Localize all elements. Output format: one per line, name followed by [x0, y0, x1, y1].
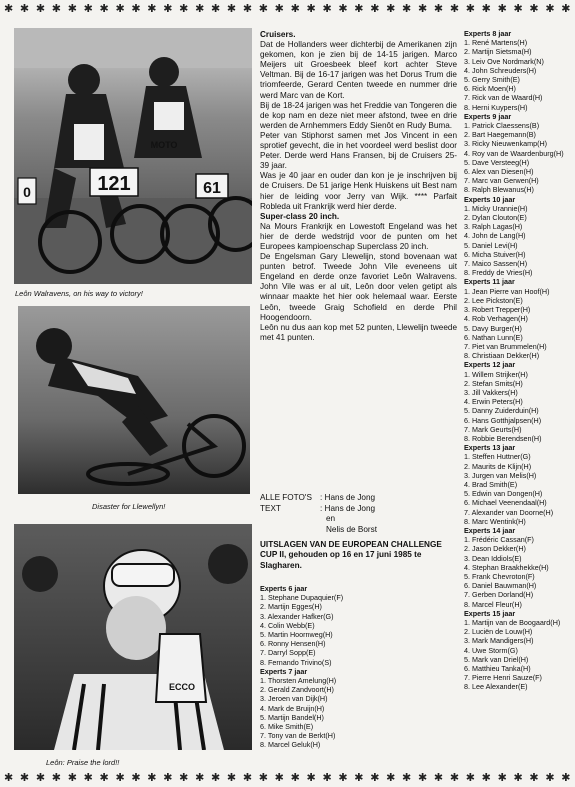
- star-icon: ✱: [370, 3, 380, 15]
- star-icon: ✱: [545, 3, 555, 15]
- star-icon: ✱: [163, 3, 173, 15]
- photo2-caption: Disaster for Llewellyn!: [92, 502, 166, 511]
- star-icon: ✱: [338, 772, 348, 784]
- result-entry: 5. Martin Hoornweg(H): [260, 630, 333, 640]
- photo1-caption: Leôn Walravens, on his way to victory!: [15, 289, 143, 298]
- result-entry: 4. Uwe Storm(G): [464, 645, 518, 655]
- star-icon: ✱: [99, 772, 109, 784]
- result-entry: 6. Hans Gotthjalpsen(H): [464, 415, 542, 425]
- result-entry: 1. Steffen Huttner(G): [464, 452, 531, 462]
- star-icon: ✱: [290, 772, 300, 784]
- result-entry: 4. Rob Verhagen(H): [464, 314, 528, 324]
- result-entry: 4. Mark de Bruijn(H): [260, 703, 325, 713]
- result-entry: 6. Daniel Bauwman(H): [464, 581, 537, 591]
- star-icon: ✱: [147, 772, 157, 784]
- article-paragraph: De Engelsman Gary Llewelijn, stond bovenaan wat punten betrof. Tweede John Vile eveneens uit Engeland en derde onze favoriet Leôn Walravens. John Vile was er al uit, Leôn door velen getipt als winnaar maakte het hier ook helemaal waar. Eerste Leôn, tweede Graig Schofield en derde Phil Hoogendoorn.: [260, 252, 457, 322]
- article-paragraph: Was je 40 jaar en ouder dan kon je je inschrijven bij de Cruisers. De 51 jarige Henk Huiskens uit Best nam hier de leiding voor Jerry van Wijk. **** Parfait Robleda uit Frankrijk werd hier derde.: [260, 171, 457, 211]
- star-icon: ✱: [274, 772, 284, 784]
- star-icon: ✱: [354, 772, 364, 784]
- star-icon: ✱: [131, 3, 141, 15]
- result-entry: 1. René Martens(H): [464, 38, 528, 48]
- result-entry: 8. Christiaan Dekker(H): [464, 351, 540, 361]
- star-icon: ✱: [290, 3, 300, 15]
- result-entry: 5. Edwin van Dongen(H): [464, 489, 543, 499]
- star-icon: ✱: [481, 3, 491, 15]
- results-category-title: Experts 10 jaar: [464, 194, 516, 204]
- result-entry: 3. Alexander Hafker(G): [260, 611, 334, 621]
- top-star-border: [0, 2, 575, 16]
- star-icon: ✱: [51, 3, 61, 15]
- star-icon: ✱: [258, 3, 268, 15]
- star-icon: ✱: [561, 772, 571, 784]
- result-entry: 6. Ronny Hensen(H): [260, 639, 326, 649]
- star-icon: ✱: [83, 772, 93, 784]
- result-entry: 1. Thorsten Amelung(H): [260, 676, 337, 686]
- result-entry: 1. Stephane Dupaquier(F): [260, 593, 344, 603]
- star-icon: ✱: [258, 772, 268, 784]
- result-entry: 1. Jean Pierre van Hoof(H): [464, 286, 550, 296]
- article-paragraph: Leôn nu dus aan kop met 52 punten, Llewelijn tweede met 41 punten.: [260, 322, 457, 342]
- result-entry: 4. Stephan Braakhekke(H): [464, 562, 549, 572]
- result-entry: 5. Dave Versteeg(H): [464, 157, 530, 167]
- result-entry: 1. Frédéric Cassan(F): [464, 535, 534, 545]
- star-icon: ✱: [417, 772, 428, 784]
- result-entry: 2. Gerald Zandvoort(H): [260, 685, 334, 695]
- article-paragraph: Peter van Stiphorst samen met Jos Vincent in een sprotief gevecht, die in het voordeel werd beslist door Peter. Derde werd Hans Fransen, bij de Cruisers 25-39 jaar.: [260, 130, 457, 171]
- result-entry: 2. Stefan Smits(H): [464, 378, 523, 388]
- star-icon: ✱: [449, 772, 460, 784]
- result-entry: 3. Ralph Lagas(H): [464, 222, 523, 232]
- number-plate-61: 61: [203, 180, 221, 197]
- star-icon: ✱: [67, 3, 77, 15]
- star-icon: ✱: [465, 772, 475, 784]
- star-icon: ✱: [99, 3, 109, 15]
- result-entry: 5. Mark van Driel(H): [464, 654, 529, 664]
- result-entry: 5. Martijn Bandel(H): [260, 712, 324, 722]
- result-entry: 3. Jill Vakkers(H): [464, 387, 518, 397]
- result-entry: 7. Marc van Gerwen(H): [464, 176, 539, 186]
- star-icon: ✱: [465, 3, 475, 15]
- star-icon: ✱: [306, 3, 316, 15]
- results-category-title: Experts 14 jaar: [464, 525, 516, 535]
- star-icon: ✱: [195, 772, 205, 784]
- result-entry: 2. Lee Pickston(E): [464, 295, 523, 305]
- results-category-title: Experts 13 jaar: [464, 443, 516, 453]
- result-entry: 1. Micky Urannie(H): [464, 203, 528, 213]
- star-icon: ✱: [561, 3, 571, 15]
- credits-value-text2: Nelis de Borst: [326, 524, 377, 534]
- star-icon: ✱: [433, 3, 444, 15]
- result-entry: 5. Gerry Smith(E): [464, 75, 520, 85]
- result-entry: 3. Dean Iddiols(E): [464, 553, 522, 563]
- result-entry: 3. Jeroen van Dijk(H): [260, 694, 328, 704]
- result-entry: 3. Jurgen van Melis(H): [464, 470, 537, 480]
- star-icon: ✱: [402, 772, 412, 784]
- result-entry: 6. Nathan Lunn(E): [464, 332, 523, 342]
- star-icon: ✱: [242, 3, 253, 15]
- star-icon: ✱: [322, 3, 332, 15]
- results-category-title: Experts 8 jaar: [464, 29, 512, 38]
- star-icon: ✱: [163, 772, 173, 784]
- result-entry: 6. Michael Veenendaal(H): [464, 498, 547, 508]
- number-plate-121: 121: [97, 173, 131, 195]
- result-entry: 8. Robbie Berendsen(H): [464, 433, 542, 443]
- results-category-title: Experts 6 jaar: [260, 584, 308, 593]
- star-icon: ✱: [545, 772, 555, 784]
- photo-llewellyn-crash: [18, 306, 250, 494]
- result-entry: 2. Bart Haegemann(B): [464, 130, 536, 140]
- photo-leon-praise: [14, 524, 252, 750]
- result-entry: 7. Rick van de Waard(H): [464, 93, 543, 103]
- bottom-star-border: [0, 771, 575, 785]
- result-entry: 8. Herni Kuypers(H): [464, 102, 528, 112]
- credits-value-photos: : Hans de Jong: [320, 493, 376, 502]
- result-entry: 6. Alex van Diesen(H): [464, 167, 534, 177]
- result-entry: 1. Willem Strijker(H): [464, 369, 528, 379]
- star-icon: ✱: [226, 3, 237, 15]
- result-entry: 7. Darryl Sopp(E): [260, 648, 316, 658]
- result-entry: 2. Maurits de Klijn(H): [464, 461, 532, 471]
- star-icon: ✱: [274, 3, 284, 15]
- star-icon: ✱: [370, 772, 380, 784]
- star-icon: ✱: [19, 772, 30, 784]
- jersey-text: MOTO: [150, 140, 178, 150]
- credits-and: en: [326, 514, 336, 523]
- star-icon: ✱: [115, 772, 125, 784]
- result-entry: 7. Maico Sassen(H): [464, 259, 528, 269]
- star-icon: ✱: [131, 772, 141, 784]
- result-entry: 4. Brad Smith(E): [464, 479, 518, 489]
- star-icon: ✱: [195, 3, 205, 15]
- star-icon: ✱: [4, 772, 14, 784]
- star-icon: ✱: [529, 772, 539, 784]
- result-entry: 4. Roy van de Waardenburg(H): [464, 148, 564, 158]
- article-paragraph: Dat de Hollanders weer dichterbij de Amerikanen zijn gekomen, kon je zien bij de 14-15 jarigen. Marco Meijers uit Groesbeek bleef kort achter Steve Veltman. Bij de 16-17 jarigen was het Dorus Trum die triomfeerde, Gerard Centen tweede en nummer drie werd Marc van de Kort.: [260, 40, 457, 100]
- result-entry: 7. Pierre Henri Sauze(F): [464, 673, 542, 683]
- results-category-title: Experts 11 jaar: [464, 277, 515, 287]
- result-entry: 8. Marcel Geluk(H): [260, 740, 321, 750]
- star-icon: ✱: [83, 3, 93, 15]
- star-icon: ✱: [402, 3, 412, 15]
- star-icon: ✱: [322, 772, 332, 784]
- result-entry: 7. Gerben Dorland(H): [464, 590, 534, 600]
- result-entry: 4. John de Lang(H): [464, 231, 526, 241]
- star-icon: ✱: [51, 772, 61, 784]
- star-icon: ✱: [433, 772, 444, 784]
- result-entry: 8. Marcel Fleur(H): [464, 599, 522, 609]
- star-icon: ✱: [147, 3, 157, 15]
- star-icon: ✱: [242, 772, 253, 784]
- result-entry: 8. Marc Wentink(H): [464, 516, 526, 526]
- results-category-title: Experts 9 jaar: [464, 111, 512, 121]
- star-icon: ✱: [338, 3, 348, 15]
- result-entry: 2. Dylan Clouton(E): [464, 213, 527, 223]
- result-entry: 8. Freddy de Vries(H): [464, 268, 533, 278]
- result-entry: 4. John Schreuders(H): [464, 65, 537, 75]
- results-category-title: Experts 15 jaar: [464, 608, 516, 618]
- results-category-title: Experts 7 jaar: [260, 666, 308, 676]
- article-heading: Cruisers.: [260, 30, 296, 39]
- star-icon: ✱: [67, 772, 77, 784]
- result-entry: 6. Micha Stuiver(H): [464, 249, 526, 259]
- result-entry: 5. Daniel Levi(H): [464, 240, 518, 250]
- star-icon: ✱: [481, 772, 491, 784]
- photo3-caption: Leôn: Praise the lord!!: [46, 758, 120, 767]
- star-icon: ✱: [4, 3, 14, 15]
- result-entry: 6. Matthieu Tanka(H): [464, 664, 531, 674]
- result-entry: 6. Rick Moen(H): [464, 84, 516, 94]
- star-icon: ✱: [497, 3, 507, 15]
- result-entry: 3. Ricky Nieuwenkamp(H): [464, 139, 548, 149]
- result-entry: 3. Leiv Ove Nordmark(N): [464, 56, 544, 66]
- star-icon: ✱: [386, 772, 396, 784]
- star-icon: ✱: [306, 772, 316, 784]
- star-icon: ✱: [449, 3, 460, 15]
- article-paragraph: Bij de 18-24 jarigen was het Freddie van Tongeren die de kop nam en deze niet meer afstond, twee en drie werden de Arnhemmers Eddy Sienôt en Rudy Buma.: [260, 100, 457, 130]
- star-icon: ✱: [386, 3, 396, 15]
- article-text: [260, 30, 457, 343]
- photo-credits: [260, 493, 377, 535]
- result-entry: 3. Robert Trepper(H): [464, 305, 531, 315]
- result-entry: 1. Patrick Claessens(B): [464, 121, 540, 131]
- result-entry: 6. Mike Smith(E): [260, 722, 314, 732]
- glove-text: ECCO: [168, 682, 196, 692]
- result-entry: 8. Fernando Trivino(S): [260, 657, 332, 667]
- result-entry: 2. Martijn Egges(H): [260, 602, 322, 612]
- photo-walravens-race: [14, 28, 252, 284]
- star-icon: ✱: [210, 772, 221, 784]
- result-entry: 3. Mark Mandigers(H): [464, 636, 534, 646]
- star-icon: ✱: [226, 772, 237, 784]
- result-entry: 2. Martijn Sietsma(H): [464, 47, 532, 57]
- result-entry: 5. Davy Burger(H): [464, 323, 522, 333]
- star-icon: ✱: [35, 3, 46, 15]
- results-list-right: [464, 29, 574, 692]
- credits-value-text: : Hans de Jong: [320, 503, 376, 513]
- star-icon: ✱: [513, 3, 523, 15]
- number-plate-0: 0: [23, 184, 31, 200]
- credits-label-text: TEXT: [260, 503, 281, 513]
- result-entry: 5. Frank Chevroton(F): [464, 571, 535, 581]
- star-icon: ✱: [354, 3, 364, 15]
- star-icon: ✱: [513, 772, 523, 784]
- result-entry: 7. Alexander van Doorne(H): [464, 507, 554, 517]
- result-entry: 7. Tony van de Berkt(H): [260, 731, 336, 741]
- result-entry: 4. Erwin Peters(H): [464, 397, 523, 407]
- star-icon: ✱: [179, 772, 189, 784]
- star-icon: ✱: [35, 772, 46, 784]
- result-entry: 7. Piet van Brummelen(H): [464, 341, 547, 351]
- article-heading: Super-class 20 inch.: [260, 211, 340, 221]
- credits-label-photos: ALLE FOTO'S: [260, 493, 312, 502]
- results-list-left: [260, 584, 460, 750]
- result-entry: 2. Jason Dekker(H): [464, 544, 526, 554]
- result-entry: 8. Lee Alexander(E): [464, 682, 528, 692]
- star-icon: ✱: [497, 772, 507, 784]
- star-icon: ✱: [529, 3, 539, 15]
- results-category-title: Experts 12 jaar: [464, 360, 516, 370]
- result-entry: 8. Ralph Blewanus(H): [464, 185, 534, 195]
- article-paragraph: Na Mours Frankrijk en Lowestoft Engeland was het hier de derde wedstrijd voor de punten om het Europees kampioenschap Superclass 20 inch.: [260, 221, 457, 251]
- result-entry: 5. Danny Zuiderduin(H): [464, 406, 539, 416]
- result-entry: 7. Mark Geurts(H): [464, 424, 522, 434]
- star-icon: ✱: [115, 3, 125, 15]
- results-title: UITSLAGEN VAN DE EUROPEAN CHALLENGE CUP II, gehouden op 16 en 17 juni 1985 te Slagharen.: [260, 540, 442, 570]
- star-icon: ✱: [19, 3, 30, 15]
- star-icon: ✱: [179, 3, 189, 15]
- result-entry: 1. Martijn van de Boogaard(H): [464, 618, 561, 627]
- result-entry: 2. Luciën de Louw(H): [464, 627, 533, 637]
- star-icon: ✱: [210, 3, 221, 15]
- star-icon: ✱: [417, 3, 428, 15]
- result-entry: 4. Colin Webb(E): [260, 620, 315, 630]
